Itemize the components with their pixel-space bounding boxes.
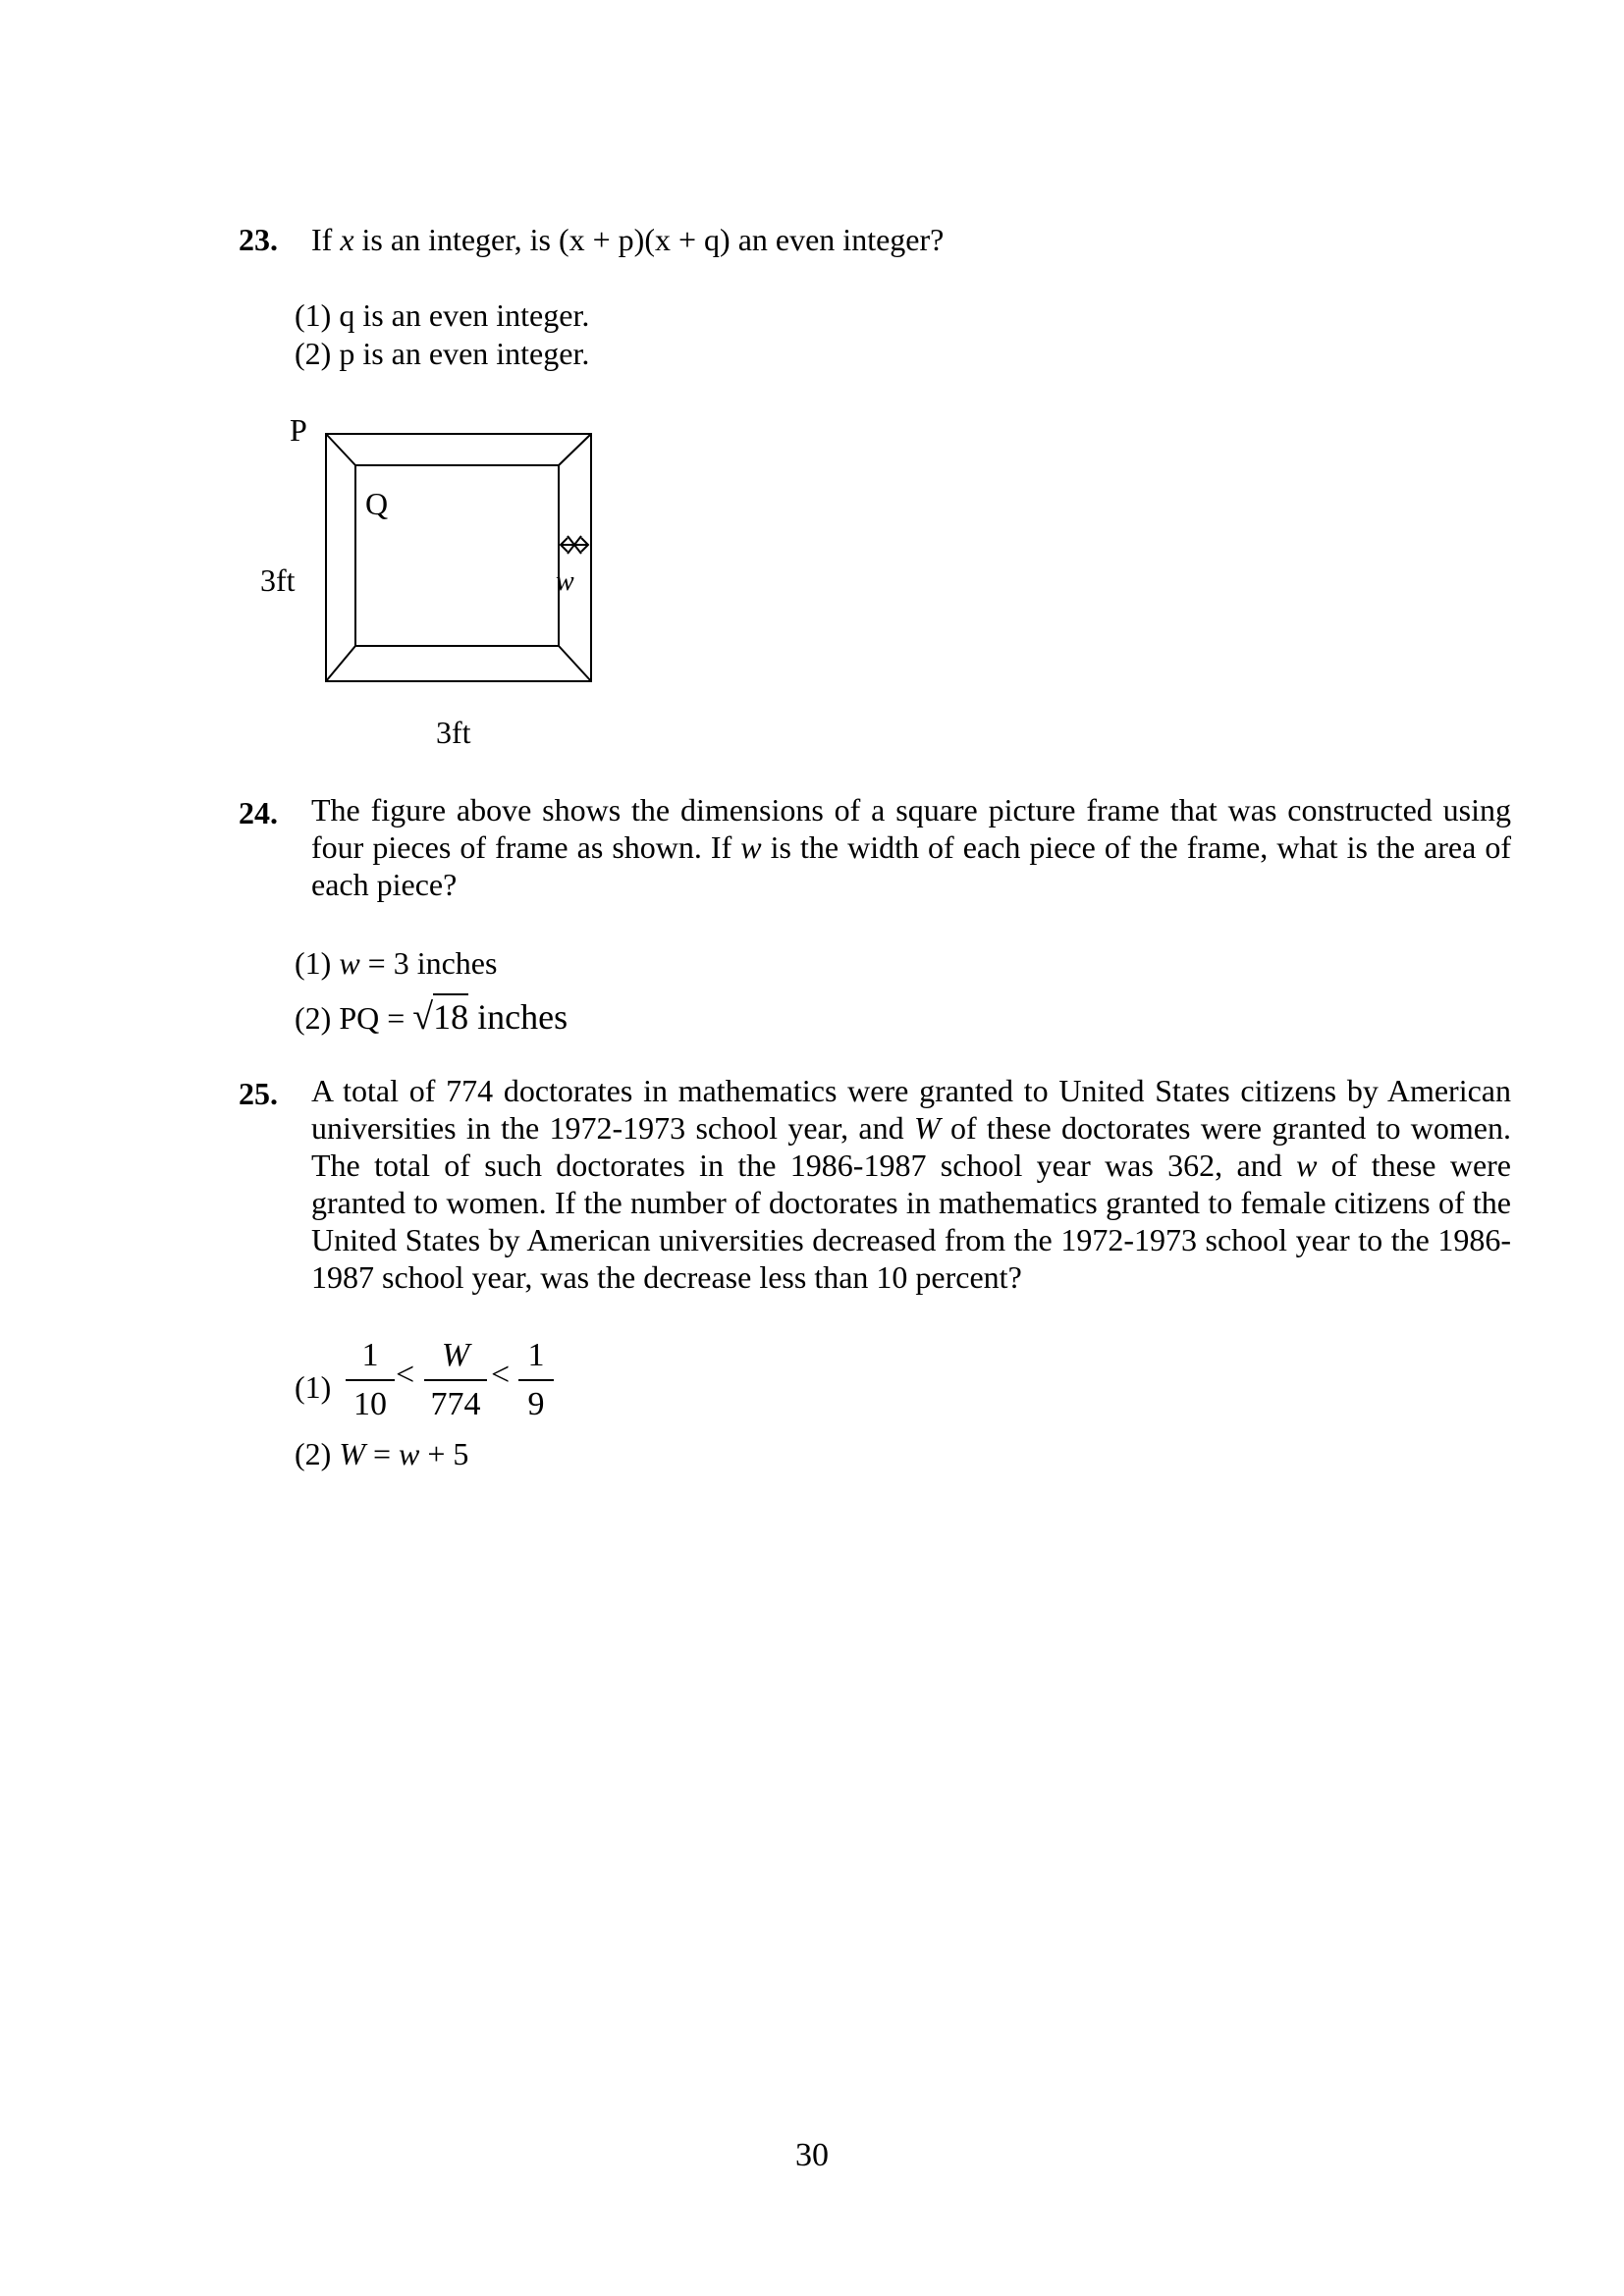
- question-25-option-1-label: (1): [295, 1369, 332, 1405]
- sqrt-symbol-icon: √: [412, 996, 434, 1038]
- picture-frame-figure: [314, 422, 599, 687]
- fraction-1-denominator: 10: [353, 1386, 387, 1422]
- fraction-2-bar: [424, 1379, 487, 1381]
- frame-inner-square: [355, 465, 559, 646]
- question-25-option-2: (2) W = w + 5: [295, 1436, 469, 1471]
- question-23-number: 23.: [239, 222, 278, 257]
- question-23-option-1: (1) q is an even integer.: [295, 297, 590, 333]
- width-arrow-icon: [561, 536, 588, 554]
- figure-label-bottom-dimension: 3ft: [436, 715, 471, 750]
- less-than-1: <: [396, 1357, 415, 1393]
- question-25-number: 25.: [239, 1076, 278, 1111]
- frame-corner-tl: [326, 434, 355, 465]
- frame-corner-bl: [326, 646, 355, 681]
- sqrt-radicand: 18: [433, 993, 468, 1037]
- frame-outer-square: [326, 434, 591, 681]
- question-25-stem: A total of 774 doctorates in mathematics were granted to United States citizens by American universities in the 1972-1973 school year, and W of these doctorates were granted to women. The total of such doctorates in the 1986-1987 school year was 362, and w of these were granted to women. If the number of doctorates in mathematics granted to female citizens of the United States by American universities decreased from the 1972-1973 school year to the 1986-1987 school year, was the decrease less than 10 percent?: [311, 1073, 1512, 1295]
- figure-label-w: w: [556, 566, 574, 597]
- fraction-1-bar: [346, 1379, 395, 1381]
- fraction-1-numerator: 1: [361, 1337, 379, 1373]
- question-23-stem: If x is an integer, is (x + p)(x + q) an even integer?: [311, 222, 945, 257]
- frame-corner-br: [559, 646, 591, 681]
- fraction-3-denominator: 9: [527, 1386, 545, 1422]
- less-than-2: <: [491, 1357, 511, 1393]
- fraction-2-denominator: 774: [430, 1386, 481, 1422]
- question-23-option-2: (2) p is an even integer.: [295, 336, 590, 371]
- figure-label-p: P: [290, 412, 307, 448]
- page-number: 30: [795, 2137, 829, 2173]
- question-24-option-1: (1) w = 3 inches: [295, 945, 498, 981]
- question-24-stem: The figure above shows the dimensions of a square picture frame that was constructed using four pieces of frame as shown. If w is the width of each piece of the frame, what is the area of each piece?: [311, 792, 1512, 902]
- figure-label-left-dimension: 3ft: [260, 562, 296, 598]
- question-24-option-2: (2) PQ = √18 inches: [295, 995, 568, 1039]
- frame-corner-tr: [559, 434, 591, 465]
- fraction-3-bar: [518, 1379, 554, 1381]
- fraction-3-numerator: 1: [527, 1337, 545, 1373]
- figure-label-q: Q: [365, 486, 389, 521]
- question-24-number: 24.: [239, 795, 278, 830]
- fraction-2-numerator: W: [441, 1337, 470, 1373]
